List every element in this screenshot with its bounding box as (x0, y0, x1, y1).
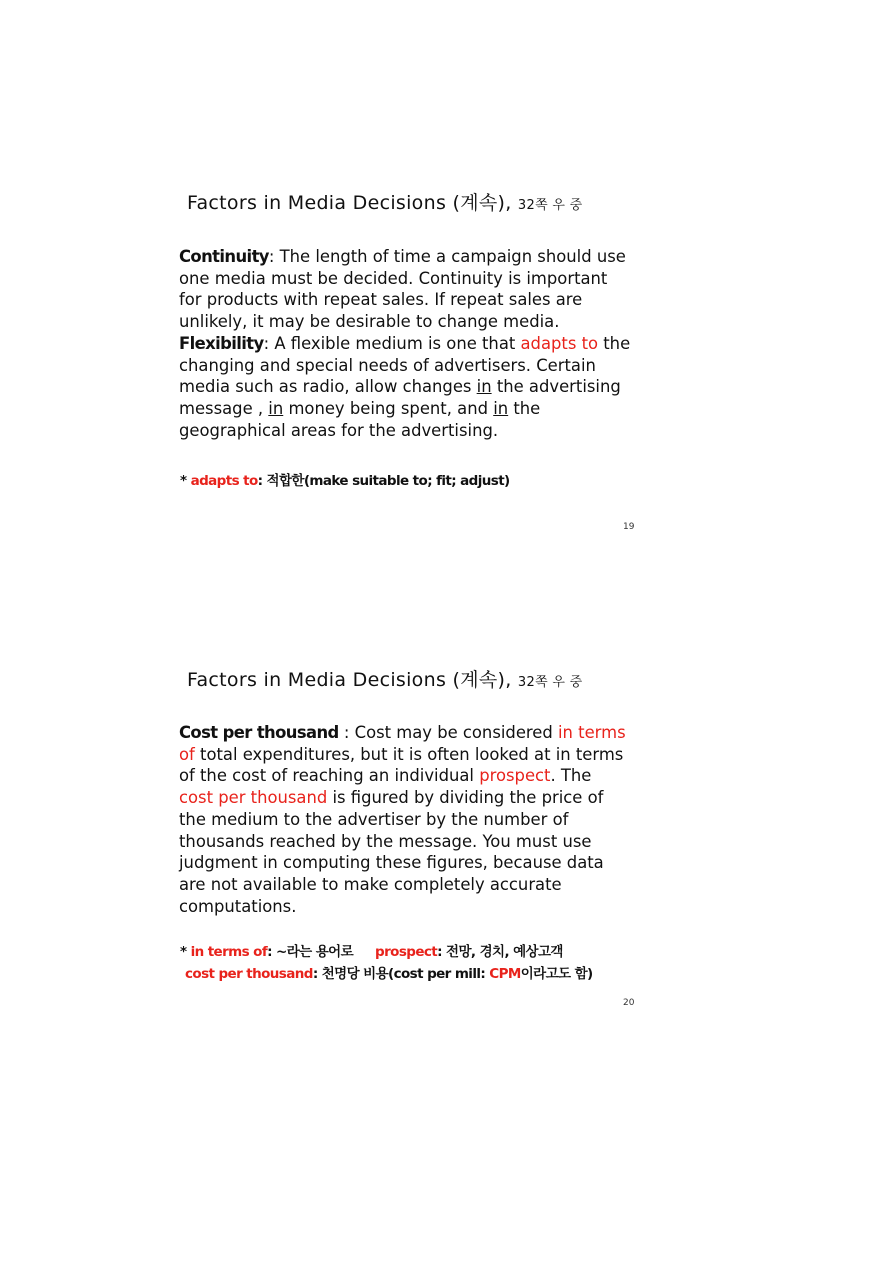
text: is figured by dividing the price of (327, 788, 604, 808)
text-line: thousands reached by the message. You must use (179, 831, 592, 851)
note-term: in terms of (190, 944, 268, 960)
paragraph-continuity (179, 246, 639, 333)
highlight-prospect: prospect (479, 766, 551, 786)
note-star: * (180, 473, 191, 489)
note-text: : 천명당 비용(cost per mill: (312, 966, 490, 982)
text: the advertising (491, 377, 621, 397)
text: message , (179, 398, 269, 418)
title-main: Factors in Media Decisions (계속), (187, 669, 512, 691)
text-line (179, 765, 639, 787)
note-text: : 적합한(make suitable to; fit; adjust) (257, 473, 510, 489)
text: the (598, 333, 631, 353)
text-line: geographical areas for the advertising. (179, 420, 499, 440)
text-line (179, 376, 639, 398)
note-term: CPM (489, 966, 521, 982)
term-continuity: Continuity (179, 247, 269, 266)
text-line (179, 398, 639, 420)
text-line: for products with repeat sales. If repeat sales are (179, 290, 583, 310)
text-line (179, 744, 639, 766)
page-number: 19 (623, 522, 635, 532)
highlight-in-terms: in terms (557, 723, 626, 742)
paragraph-flexibility (179, 333, 639, 442)
underlined-in: in (268, 398, 284, 418)
vocab-note (180, 941, 593, 985)
title-suffix: 32쪽 우 중 (517, 675, 583, 690)
text: of the cost of reaching an individual (179, 766, 480, 786)
slide-title (187, 665, 583, 692)
note-line (180, 470, 510, 492)
text: : A flexible medium is one that (263, 333, 521, 353)
slide-body (179, 722, 639, 917)
note-text: : 전망, 경치, 예상고객 (437, 944, 563, 960)
text-line: are not available to make completely accurate (179, 874, 562, 894)
note-text: : ~라는 용어로 (267, 944, 354, 960)
slide-body (179, 246, 639, 441)
vocab-note (180, 470, 510, 492)
highlight-adapts-to: adapts to (520, 333, 599, 353)
text-line (179, 246, 639, 268)
note-term: adapts to (190, 473, 258, 489)
text-line: unlikely, it may be desirable to change media. (179, 312, 560, 332)
text-line: changing and special needs of advertisers. Certain (179, 355, 596, 375)
note-text: 이라고도 함) (520, 966, 593, 982)
text: : The length of time a campaign should use (268, 247, 626, 266)
text-line: one media must be decided. Continuity is important (179, 268, 608, 288)
text: media such as radio, allow changes (179, 377, 477, 397)
underlined-in: in (476, 377, 492, 397)
text: money being spent, and (283, 398, 494, 418)
text-line: judgment in computing these figures, because data (179, 853, 604, 873)
note-term: cost per thousand (185, 966, 313, 982)
note-line (180, 963, 593, 985)
text: the (508, 398, 541, 418)
text: . The (550, 766, 592, 786)
text: : Cost may be considered (338, 723, 558, 742)
title-suffix: 32쪽 우 중 (517, 198, 583, 213)
note-star: * (180, 944, 191, 960)
page-number: 20 (623, 998, 635, 1008)
highlight-of: of (179, 744, 195, 764)
text: total expenditures, but it is often looked at in terms (194, 744, 624, 764)
highlight-cost-per-thousand: cost per thousand (179, 788, 328, 808)
text-line: computations. (179, 896, 297, 916)
note-line (180, 941, 593, 963)
slide-title (187, 188, 583, 215)
term-flexibility: Flexibility (179, 333, 264, 353)
note-term: prospect (375, 944, 438, 960)
underlined-in: in (493, 398, 509, 418)
slide-19 (0, 180, 893, 650)
text-line (179, 787, 639, 809)
text-line (179, 722, 639, 744)
text-line (179, 333, 639, 355)
text-line: the medium to the advertiser by the number of (179, 809, 569, 829)
term-cost-per-thousand: Cost per thousand (179, 723, 339, 742)
slide-20 (0, 657, 893, 1127)
title-main: Factors in Media Decisions (계속), (187, 192, 512, 214)
paragraph-cost-per-thousand (179, 722, 639, 917)
